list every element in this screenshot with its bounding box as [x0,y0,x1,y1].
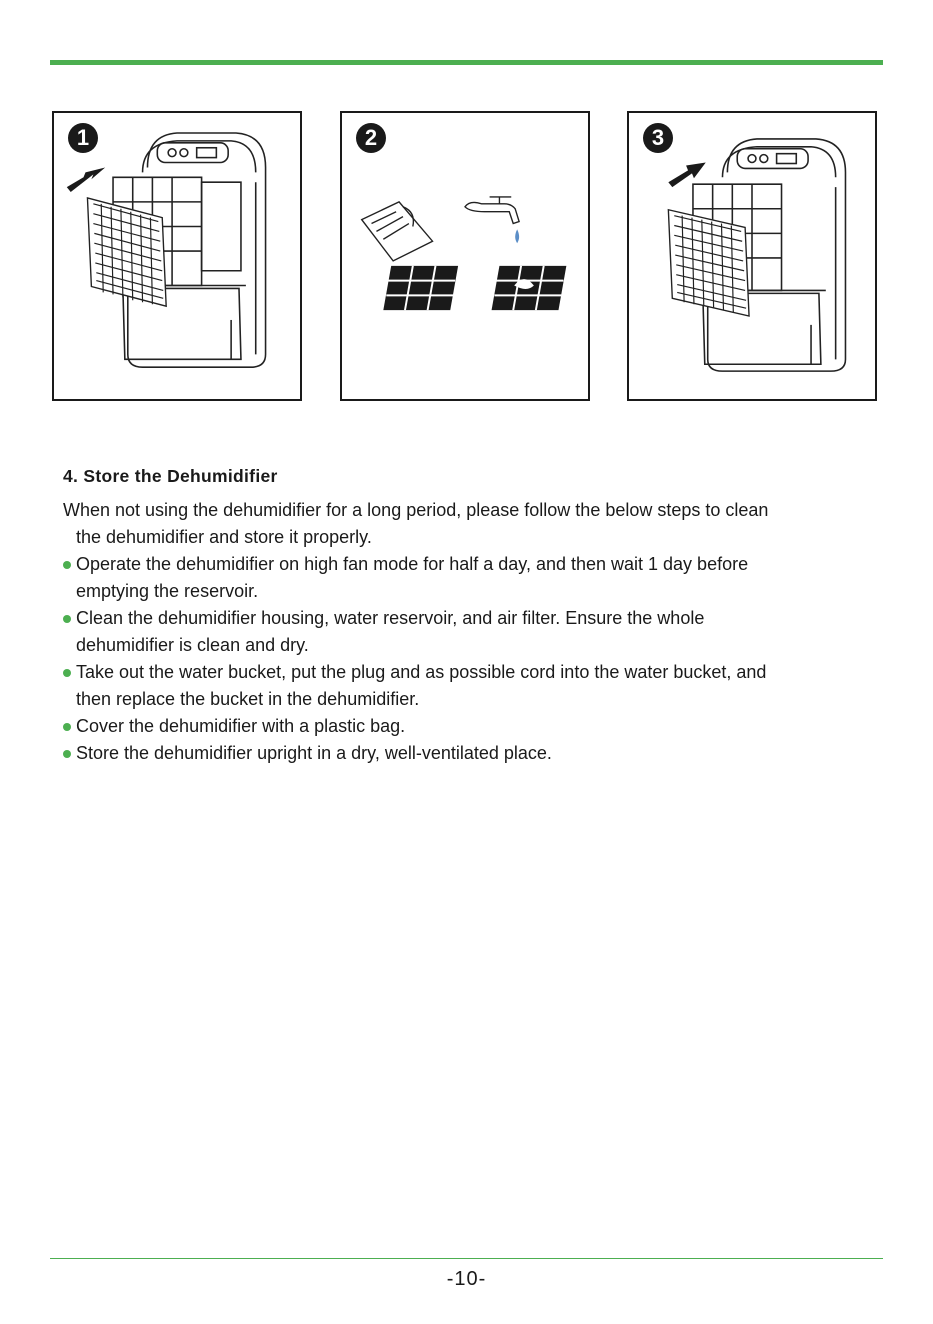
step-number-badge: 1 [68,123,98,153]
section-heading: 4. Store the Dehumidifier [63,466,278,486]
intro-line: the dehumidifier and store it properly. [76,527,372,547]
step-number-badge: 3 [643,123,673,153]
storage-steps-list [63,551,893,767]
list-item: Clean the dehumidifier housing, water reservoir, and air filter. Ensure the whole dehumidifier is clean and dry. [63,605,893,659]
bullet-icon [63,615,71,623]
figure-step-1 [52,111,302,401]
bullet-icon [63,750,71,758]
page-number: -10- [446,1268,487,1290]
list-item: Store the dehumidifier upright in a dry, well-ventilated place. [63,740,893,767]
dehumidifier-filter-install-illustration [629,113,875,399]
list-item: Operate the dehumidifier on high fan mode for half a day, and then wait 1 day before emptying the reservoir. [63,551,893,605]
header-rule [50,60,883,65]
footer-rule [50,1258,883,1259]
bullet-icon [63,561,71,569]
dehumidifier-filter-removal-illustration [54,113,300,399]
figure-step-2 [340,111,590,401]
step-number-badge: 2 [356,123,386,153]
filter-cleaning-illustration [342,113,588,399]
list-item: Take out the water bucket, put the plug and as possible cord into the water bucket, and then replace the bucket in the dehumidifier. [63,659,893,713]
list-item: Cover the dehumidifier with a plastic bag. [63,713,893,740]
intro-line: When not using the dehumidifier for a long period, please follow the below steps to clean [63,500,769,520]
figure-step-3 [627,111,877,401]
section-intro [63,497,893,551]
bullet-icon [63,723,71,731]
bullet-icon [63,669,71,677]
store-section [63,466,893,767]
